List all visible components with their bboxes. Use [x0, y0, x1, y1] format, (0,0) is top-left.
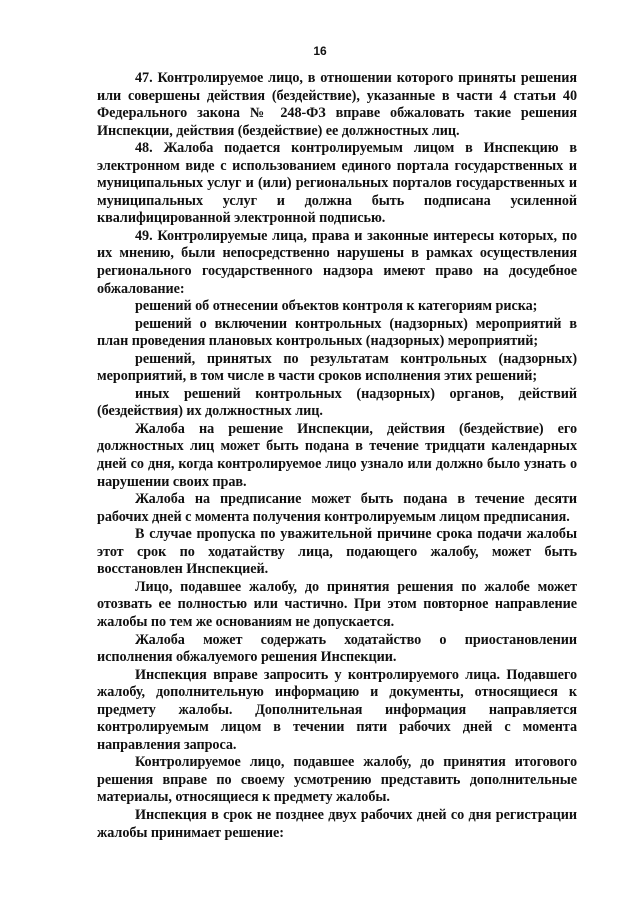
paragraph-additional-materials: Контролируемое лицо, подавшее жалобу, до принятия итогового решения вправе по своему усмотрению представить дополнительные материалы, относящиеся к предмету жалобы. — [97, 754, 577, 806]
paragraph-47: 47. Контролируемое лицо, в отношении которого приняты решения или совершены действия (бездействие), указанные в части 4 статьи 40 Федерального закона № 248-ФЗ вправе обжаловать такие решения Инспекции, действия (бездействие) ее должностных лиц. — [97, 70, 577, 139]
paragraph-deadline-restoration: В случае пропуска по уважительной причине срока подачи жалобы этот срок по ходатайству лица, подающего жалобу, может быть восстановлен Инспекцией. — [97, 526, 577, 578]
list-item-planned-inspections: решений о включении контрольных (надзорных) мероприятий в план проведения плановых контрольных (надзорных) мероприятий; — [97, 315, 577, 350]
list-item-inspection-results: решений, принятых по результатам контрольных (надзорных) мероприятий, в том числе в части сроков исполнения этих решений; — [97, 350, 577, 385]
paragraph-decision-timeline: Инспекция в срок не позднее двух рабочих дней со дня регистрации жалобы принимает решение: — [97, 806, 577, 841]
list-item-other-decisions: иных решений контрольных (надзорных) органов, действий (бездействия) их должностных лиц. — [97, 385, 577, 420]
document-body — [97, 70, 577, 842]
paragraph-complaint-withdrawal: Лицо, подавшее жалобу, до принятия решения по жалобе может отозвать ее полностью или частично. При этом повторное направление жалобы по тем же основаниям не допускается. — [97, 578, 577, 630]
paragraph-additional-info-request: Инспекция вправе запросить у контролируемого лица. Подавшего жалобу, дополнительную информацию и документы, относящиеся к предмету жалобы. Дополнительная информация направляется контролируемым лицом в течении пяти рабочих дней с момента направления запроса. — [97, 666, 577, 753]
paragraph-49: 49. Контролируемые лица, права и законные интересы которых, по их мнению, были непосредственно нарушены в рамках осуществления регионального государственного надзора имеют право на досудебное обжалование: — [97, 227, 577, 297]
paragraph-complaint-deadline: Жалоба на решение Инспекции, действия (бездействие) его должностных лиц может быть подана в течение тридцати календарных дней со дня, когда контролируемое лицо узнало или должно было узнать о нарушении своих прав. — [97, 420, 577, 490]
paragraph-suspension-petition: Жалоба может содержать ходатайство о приостановлении исполнения обжалуемого решения Инспекции. — [97, 631, 577, 666]
list-item-risk-categories: решений об отнесении объектов контроля к категориям риска; — [135, 298, 538, 315]
paragraph-order-complaint: Жалоба на предписание может быть подана в течение десяти рабочих дней с момента получения контролируемым лицом предписания. — [97, 491, 577, 525]
paragraph-48: 48. Жалоба подается контролируемым лицом в Инспекцию в электронном виде с использованием единого портала государственных и муниципальных услуг и (или) региональных порталов государственных и муниципальных услуг и должна быть подписана усиленной квалифицированной электронной подписью. — [97, 140, 577, 227]
page-number: 16 — [313, 44, 327, 58]
